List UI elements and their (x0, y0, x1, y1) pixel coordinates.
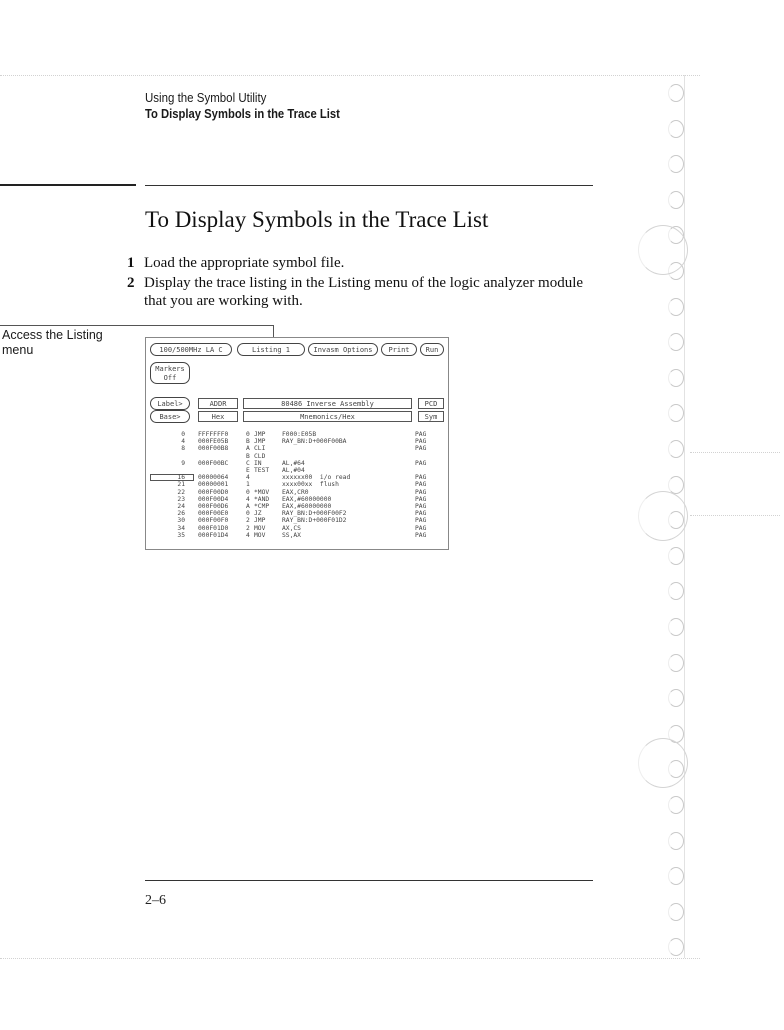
trace-op: TEST (254, 467, 270, 474)
running-header-topic: To Display Symbols in the Trace List (145, 107, 340, 121)
trace-addr: 000F00D0 (198, 488, 229, 496)
trace-t: E (246, 467, 250, 474)
binder-hole (668, 582, 684, 600)
trace-arg: EAX,CR0 (282, 488, 309, 496)
trace-t: B (246, 438, 250, 446)
trace-addr: FFFFFFF0 (198, 431, 229, 438)
trace-arg: AL,#64 (282, 459, 305, 467)
trace-arg: xxxxxx00 i/o read (282, 474, 351, 482)
footer-rule (145, 880, 593, 881)
trace-state: 8 (181, 445, 185, 453)
trace-state: 22 (177, 488, 185, 496)
scan-mark (690, 452, 780, 453)
trace-t: 1 (246, 481, 250, 489)
binder-hole (668, 654, 684, 672)
binder-hole (668, 903, 684, 921)
binder-hole (668, 476, 684, 494)
binder-hole (668, 618, 684, 636)
trace-state: 24 (177, 503, 185, 510)
markers-button[interactable]: Markers Off (150, 362, 190, 384)
trace-arg: RAY_BN:D+000F01D2 (282, 517, 347, 525)
trace-ps: PAG (415, 431, 427, 438)
label-button[interactable]: Label> (150, 397, 190, 410)
trace-ps: PAG (415, 531, 427, 539)
binder-hole (668, 84, 684, 102)
trace-t: A (246, 503, 250, 510)
scan-edge-top (0, 75, 700, 76)
trace-ps: PAG (415, 495, 427, 503)
run-button[interactable]: Run (420, 343, 444, 356)
scan-mark (690, 515, 780, 516)
trace-ps: PAG (415, 459, 427, 467)
trace-op: *MOV (254, 488, 270, 496)
trace-op: CLI (254, 445, 266, 453)
callout-line (0, 325, 273, 326)
sym-field[interactable]: Sym (418, 411, 444, 422)
binder-hole (668, 547, 684, 565)
base-field[interactable]: Hex (198, 411, 238, 422)
trace-t: 0 (246, 488, 250, 496)
binder-ring (638, 738, 688, 788)
trace-state: 21 (177, 481, 185, 489)
listing-menu-button[interactable]: Listing 1 (237, 343, 305, 356)
module-button[interactable]: 100/500MHz LA C (150, 343, 232, 356)
mnemonics-header: Mnemonics/Hex (243, 411, 412, 422)
trace-ps: PAG (415, 481, 427, 489)
trace-ps: PAG (415, 517, 427, 525)
trace-op: JMP (254, 431, 266, 438)
trace-ps: PAG (415, 445, 427, 453)
trace-state: 23 (177, 495, 185, 503)
binder-hole (668, 404, 684, 422)
trace-addr: 000F00D6 (198, 503, 229, 510)
margin-note: Access the Listing menu (2, 328, 103, 357)
trace-op: JMP (254, 517, 266, 525)
trace-ps: PAG (415, 474, 427, 482)
trace-op: JZ (254, 510, 262, 518)
trace-state: 35 (177, 531, 185, 539)
trace-ps: PAG (415, 510, 427, 518)
section-rule (145, 185, 593, 186)
trace-ps: PAG (415, 438, 427, 446)
binder-hole (668, 689, 684, 707)
binder-hole (668, 796, 684, 814)
binder-hole (668, 333, 684, 351)
trace-arg: RAY_BN:D+000F00BA (282, 438, 347, 446)
trace-op: *AND (254, 495, 270, 503)
binder-hole (668, 298, 684, 316)
trace-addr: 000FE05B (198, 438, 229, 446)
scan-edge-bottom (0, 958, 700, 959)
trace-arg: F000:E05B (282, 431, 317, 438)
trace-addr: 000F00F0 (198, 517, 229, 525)
trace-arg: SS,AX (282, 531, 301, 539)
trace-arg: AX,CS (282, 524, 301, 532)
binder-ring (638, 225, 688, 275)
trace-state: 4 (181, 438, 185, 446)
section-rule-left (0, 184, 136, 186)
page-number: 2–6 (145, 893, 166, 908)
trace-addr: 00000001 (198, 481, 229, 489)
binder-hole (668, 120, 684, 138)
binder-hole (668, 369, 684, 387)
trace-arg: EAX,#60000000 (282, 503, 332, 510)
trace-addr: 000F00B8 (198, 445, 229, 453)
base-button[interactable]: Base> (150, 410, 190, 423)
binder-hole (668, 867, 684, 885)
trace-t: A (246, 445, 250, 453)
trace-state: 26 (177, 510, 185, 518)
trace-op: JMP (254, 438, 266, 446)
trace-state: 30 (177, 517, 185, 525)
trace-row (146, 531, 446, 540)
binder-hole (668, 440, 684, 458)
trace-t: 4 (246, 474, 250, 482)
trace-addr: 000F01D0 (198, 524, 229, 532)
print-button[interactable]: Print (381, 343, 417, 356)
trace-addr: 000F01D4 (198, 531, 229, 539)
step-text: Display the trace listing in the Listing menu of the logic analyzer module that you are working with. (144, 275, 584, 309)
trace-addr: 000F00D4 (198, 495, 229, 503)
binder-hole (668, 832, 684, 850)
trace-state: 34 (177, 524, 185, 532)
binder-hole (668, 938, 684, 956)
pcd-field[interactable]: PCD (418, 398, 444, 409)
trace-addr: 000F00BC (198, 459, 229, 467)
step-number: 1 (127, 255, 135, 271)
trace-t: 4 (246, 495, 250, 503)
trace-arg: EAX,#60000000 (282, 495, 332, 503)
trace-arg: RAY_BN:D+000F00F2 (282, 510, 347, 518)
trace-op: CLD (254, 452, 266, 460)
invasm-options-button[interactable]: Invasm Options (308, 343, 378, 356)
trace-state: 9 (181, 459, 185, 467)
listing-screen (145, 337, 449, 550)
trace-t: 0 (246, 510, 250, 518)
trace-op: *CMP (254, 503, 270, 510)
trace-ps: PAG (415, 503, 427, 510)
step-text: Load the appropriate symbol file. (144, 255, 345, 271)
trace-t: 4 (246, 531, 250, 539)
trace-op: MOV (254, 524, 266, 532)
trace-arg: AL,#04 (282, 467, 305, 474)
trace-t: C (246, 459, 250, 467)
trace-state: 16 (177, 474, 185, 482)
step-number: 2 (127, 275, 135, 291)
trace-arg: xxxx00xx flush (282, 481, 339, 489)
trace-ps: PAG (415, 524, 427, 532)
trace-addr: 000F00E0 (198, 510, 229, 518)
trace-op: IN (254, 459, 262, 467)
binder-hole (668, 191, 684, 209)
trace-ps: PAG (415, 488, 427, 496)
trace-t: 0 (246, 431, 250, 438)
binder-ring (638, 491, 688, 541)
running-header-section: Using the Symbol Utility (145, 91, 267, 105)
trace-t: B (246, 452, 250, 460)
trace-state: 0 (181, 431, 185, 438)
trace-t: 2 (246, 524, 250, 532)
label-field[interactable]: ADDR (198, 398, 238, 409)
inverse-assembly-header: 80486 Inverse Assembly (243, 398, 412, 409)
trace-op: MOV (254, 531, 266, 539)
trace-t: 2 (246, 517, 250, 525)
binder-hole (668, 155, 684, 173)
page-title: To Display Symbols in the Trace List (145, 207, 489, 232)
trace-addr: 00000064 (198, 474, 229, 482)
